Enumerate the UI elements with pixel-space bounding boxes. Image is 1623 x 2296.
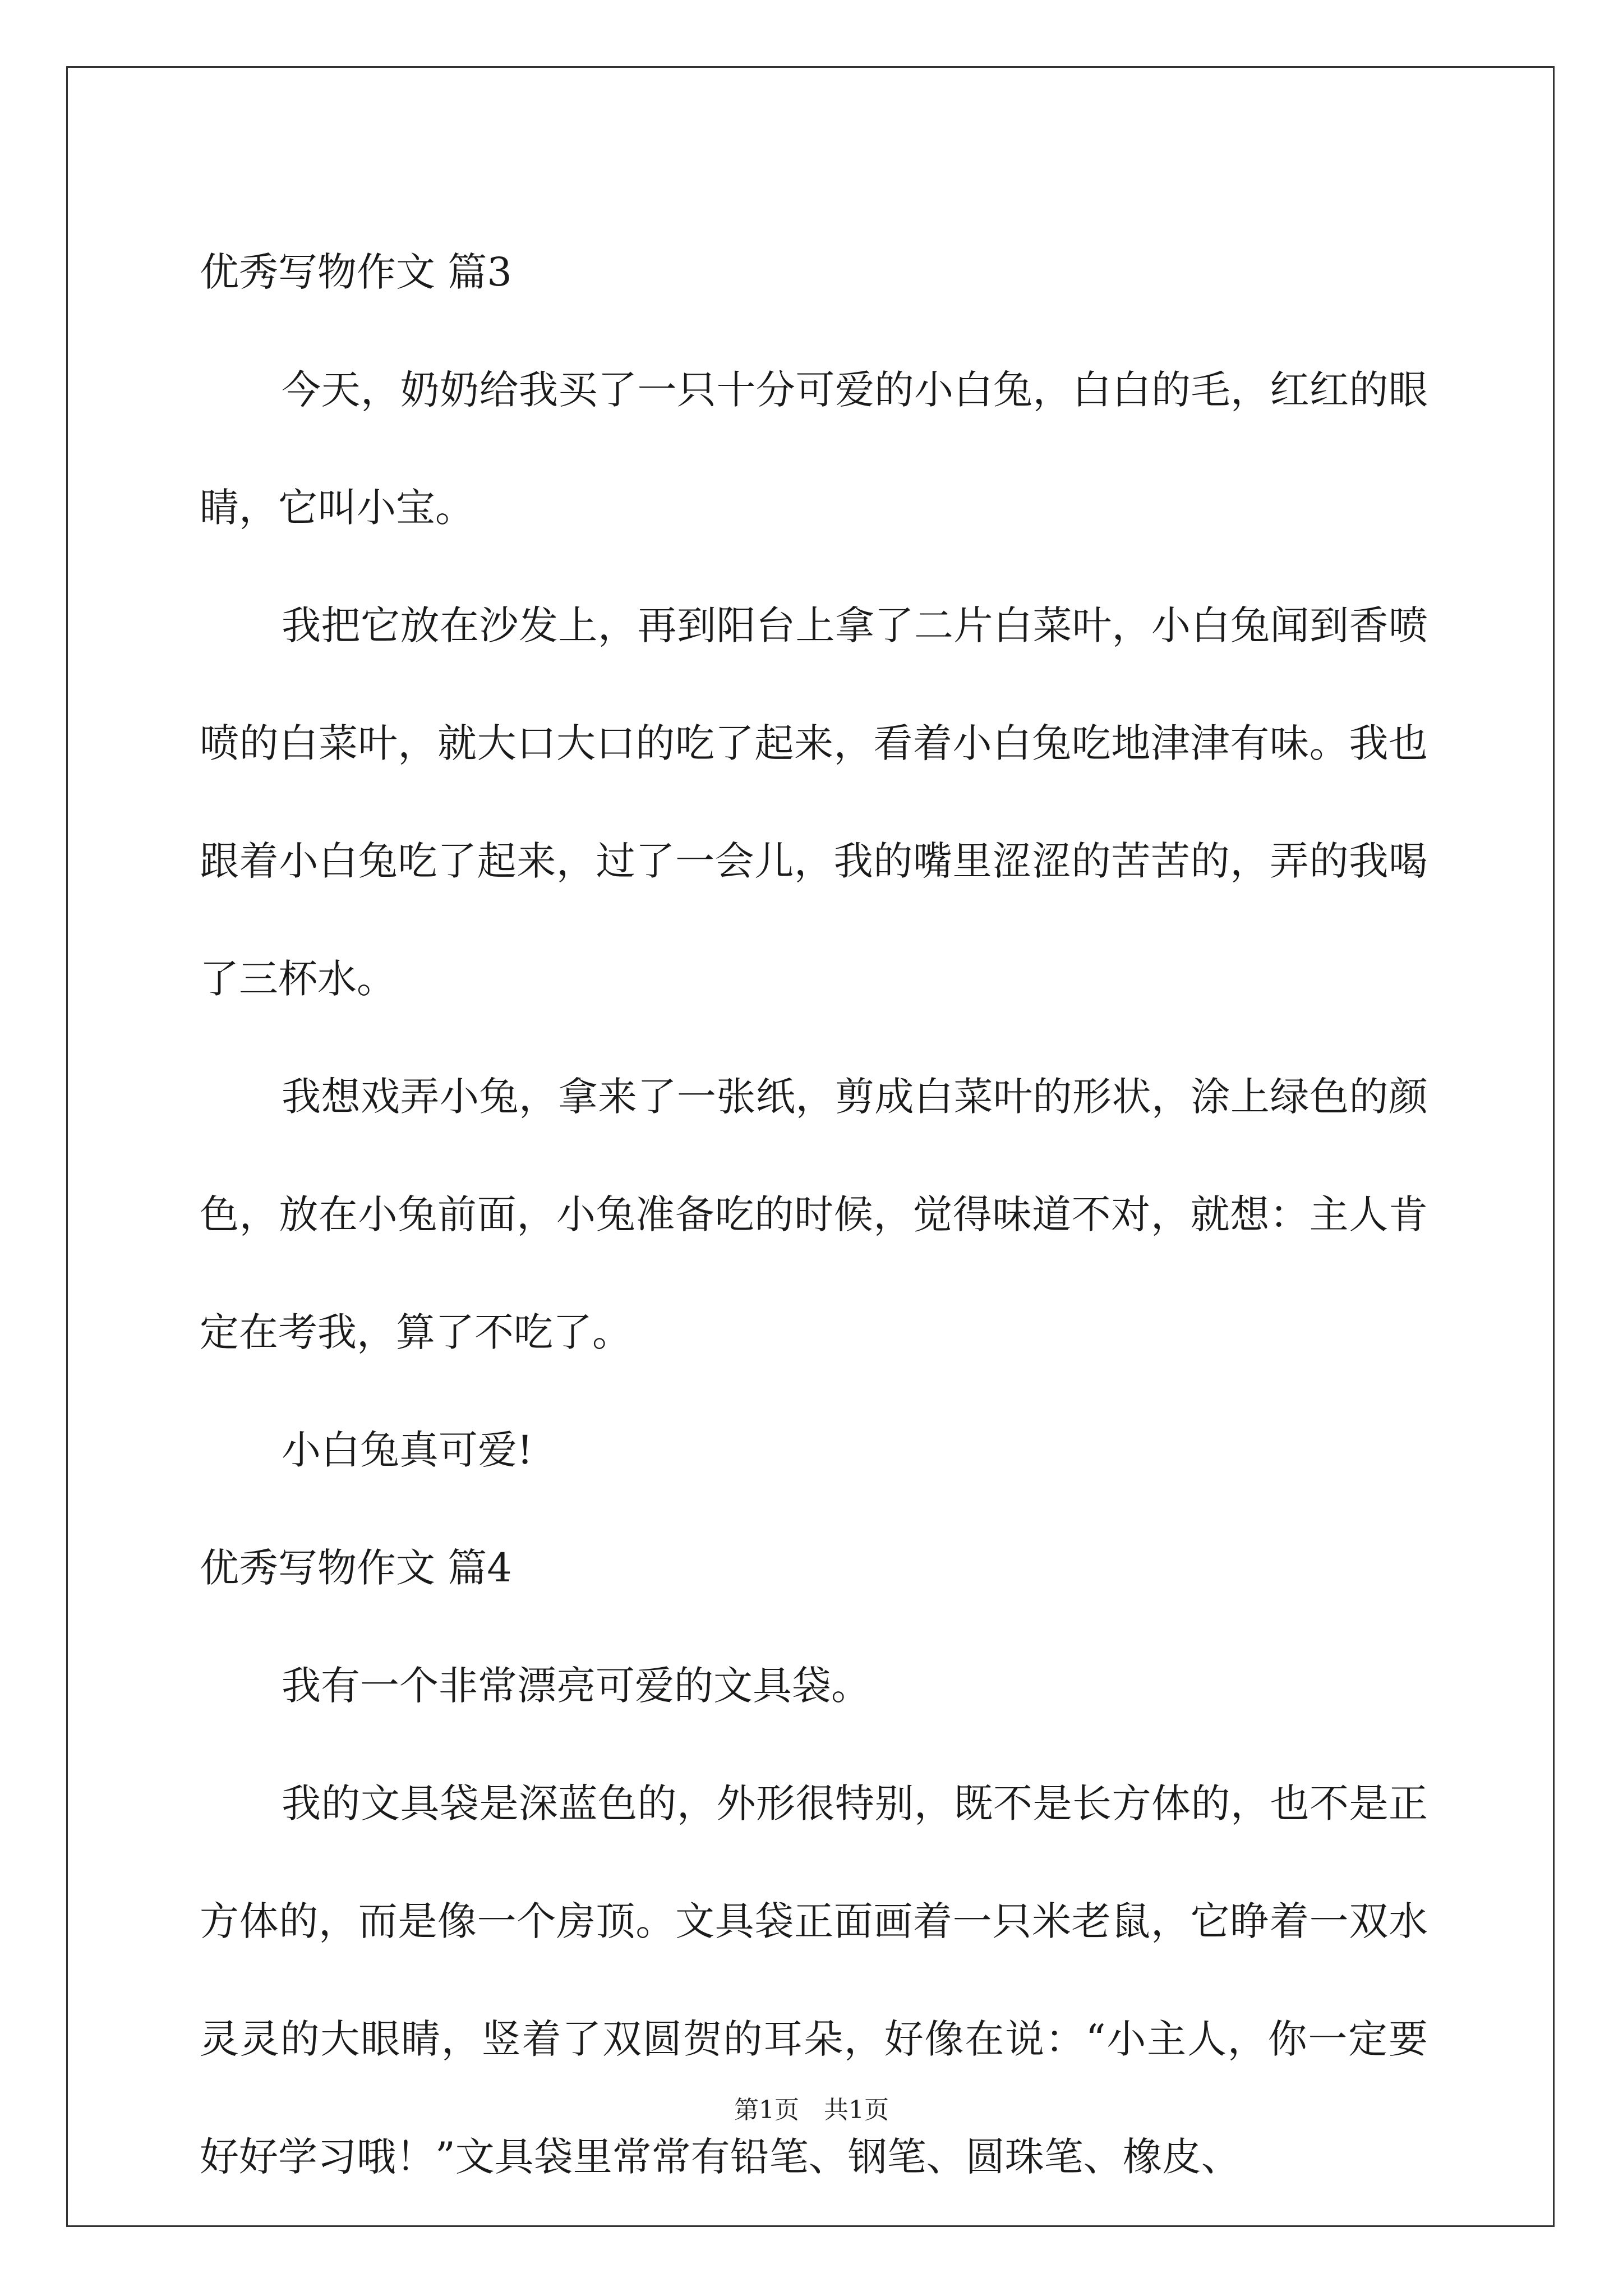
page-number: 第1页: [734, 2096, 799, 2124]
paragraph: 我有一个非常漂亮可爱的文具袋。: [282, 1663, 870, 1709]
paragraph: 我的文具袋是深蓝色的，外形很特别，既不是长方体的，也不是正方体的，而是像一个房顶。文具袋正面画着一只米老鼠，它睁着一双水灵灵的大眼睛，竖着了双圆贺的耳朵，好像在说：“小主人，你一定要好好学习哦！”文具袋里常常有铅笔、钢笔、圆珠笔、橡皮、: [200, 1780, 1428, 2180]
paragraph: 我把它放在沙发上，再到阳台上拿了二片白菜叶，小白兔闻到香喷喷的白菜叶，就大口大口的吃了起来，看着小白兔吃地津津有味。我也跟着小白兔吃了起来，过了一会儿，我的嘴里涩涩的苦苦的，弄的我喝了三杯水。: [200, 602, 1428, 1002]
paragraph: 我想戏弄小兔，拿来了一张纸，剪成白菜叶的形状，涂上绿色的颜色，放在小兔前面，小兔准备吃的时候，觉得味道不对，就想：主人肯定在考我，算了不吃了。: [200, 1074, 1428, 1355]
section-heading-3: 优秀写物作文 篇3: [200, 249, 512, 295]
page-total: 共1页: [824, 2096, 889, 2124]
paragraph: 小白兔真可爱!: [282, 1427, 533, 1473]
section-heading-4: 优秀写物作文 篇4: [200, 1545, 512, 1591]
document-body: [200, 213, 1428, 2216]
page-footer: [0, 2093, 1623, 2127]
paragraph: 今天，奶奶给我买了一只十分可爱的小白兔，白白的毛，红红的眼睛，它叫小宝。: [200, 367, 1428, 531]
